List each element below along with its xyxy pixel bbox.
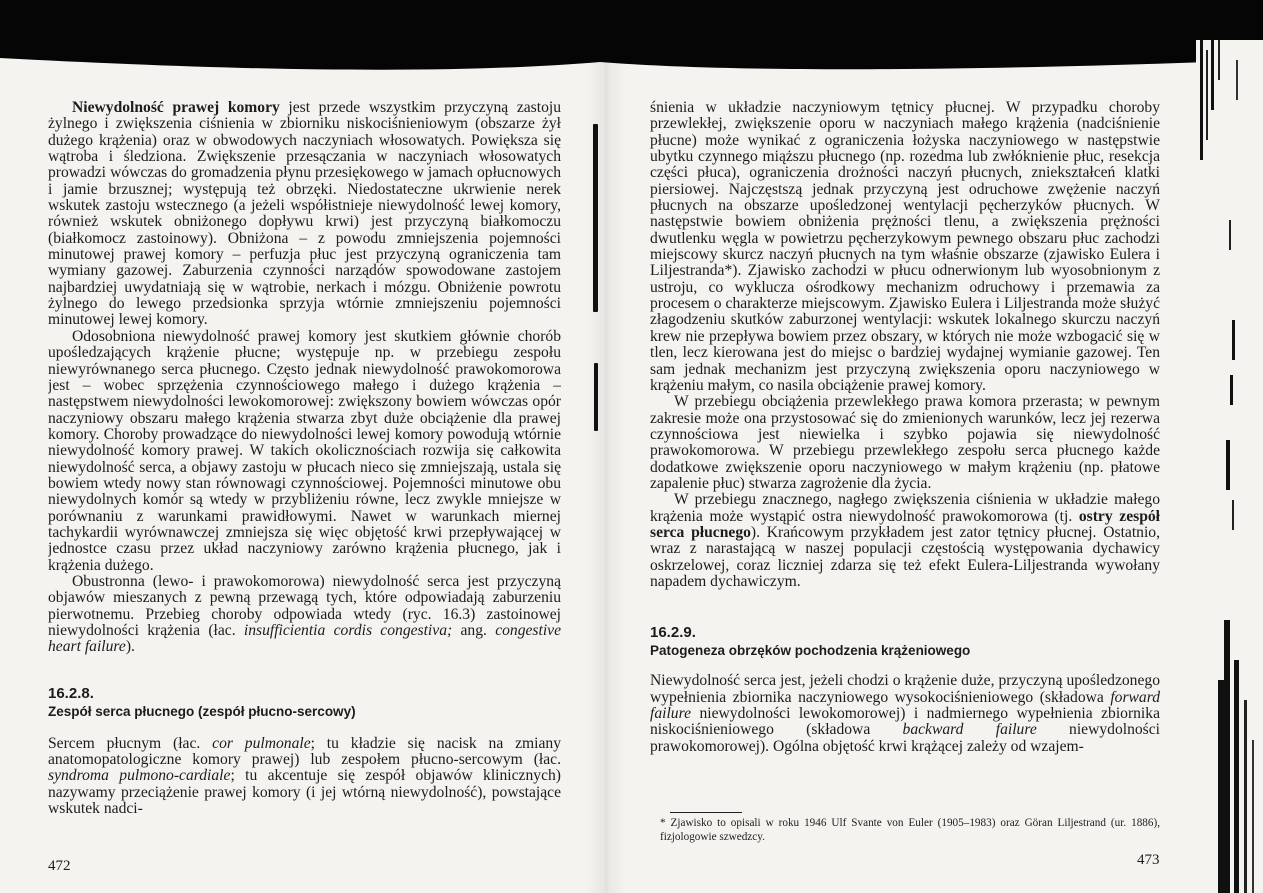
paragraph xyxy=(650,673,1160,755)
paragraph: Odosobniona niewydolność prawej komory jest skutkiem głównie chorób upośledzających krążenie płucne; występuje np. w przebiegu zespołu niewyrównanego serca płucnego. Często jednak niewydolność prawokomorowa jest – wobec sprzężenia czynnościowego małego i dużego krążenia – następstwem niewydolności lewokomorowej: zwiększony bowiem wówczas opór naczyniowy obszaru małego krążenia stwarza zbyt duże obciążenie dla prawej komory. Choroby prowadzące do niewydolności lewej komory powodują wtórnie niewydolność komory prawej. W takich okolicznościach rozwija się całkowita niewydolność serca, a objawy zastoju w płucach nieco się zmniejszają, ustala się bowiem wtedy nowy stan równowagi czynnościowej. Pojemności minutowe obu niewydolnych komór są wtedy w przybliżeniu równe, lecz zwykle mniejsze w porównaniu z warunkami prawidłowymi. Nawet w warunkach miernej tachykardii wyrównawczej zmniejsza się więc objętość krwi przepływającej w jednostce czasu przez układ naczyniowy zarówno krążenia płucnego, jak i krążenia dużego. xyxy=(48,327,561,574)
page-number: 473 xyxy=(1137,852,1160,868)
paragraph-text: ; tu akcentuje się zespół objawów klinicznych) nazywamy przeciążenie prawej komory (i jej wtórną niewydolność), powstające wskutek nadci- xyxy=(48,767,561,818)
left-page xyxy=(48,100,561,817)
footnote: * Zjawisko to opisali w roku 1946 Ulf Svante von Euler (1905–1983) oraz Göran Liljestrand (ur. 1886), fizjologowie szwedzcy. xyxy=(660,817,1160,843)
section-number: 16.2.9. xyxy=(650,624,696,642)
scanned-book-edge xyxy=(1196,40,1263,893)
footnote-rule xyxy=(670,812,742,813)
paragraph: W przebiegu obciążenia przewlekłego prawa komora przerasta; w pewnym zakresie może ona przystosować się do zmienionych warunków, lecz jej rezerwa czynnościowa jest niewielka i szybko pojawia się niewydolność prawokomorowa. W przebiegu przewlekłego zespołu serca płucnego każde dodatkowe zwiększenie oporu naczyniowego w małym krążeniu (np. płatowe zapalenie płuc) stwarza zagrożenie dla życia. xyxy=(650,393,1160,492)
paragraph-text: W przebiegu znacznego, nagłego zwiększenia ciśnienia w układzie małego krążenia może wystąpić ostra niewydolność prawokomorowa (tj. xyxy=(650,491,1160,525)
margin-change-bar xyxy=(594,363,598,431)
paragraph-text: ). Krańcowym przykładem jest zator tętnicy płucnej. Ostatnio, wraz z narastającą w naszej populacji częstością występowania dychawicy oskrzelowej, coraz liczniej zdarza się też efekt Eulera-Liljestranda wywołany napadem dychawiczym. xyxy=(650,523,1160,590)
section-number: 16.2.8. xyxy=(48,684,94,702)
latin-term: cor pulmonale xyxy=(212,734,311,752)
paragraph xyxy=(650,492,1160,590)
bold-term: Niewydolność prawej komory xyxy=(72,100,280,116)
paragraph xyxy=(48,100,561,329)
paragraph xyxy=(48,574,561,656)
page-number: 472 xyxy=(48,858,71,874)
latin-term: syndroma pulmono-cardiale xyxy=(48,767,231,785)
margin-change-bar xyxy=(593,124,598,312)
paragraph-text: ang. xyxy=(452,622,496,639)
paragraph: śnienia w układzie naczyniowym tętnicy płucnej. W przypadku choroby przewlekłej, zwiększenie oporu w naczyniach małego krążenia (nadciśnienie płucne) może wynikać z ograniczenia łożyska naczyniowego w następstwie ubytku czynnego miąższu płucnego (np. rozedma lub zwłóknienie płuc, resekcja części płuca), ograniczenia drożności naczyń płucnych, zniekształceń klatki piersiowej. Najczęstszą jednak przyczyną jest odruchowe zwężenie naczyń płucnych na obszarze upośledzonej wentylacji pęcherzyków płucnych. W następstwie bowiem obniżenia prężności tlenu, a zwiększenia prężności dwutlenku węgla w powietrzu pęcherzykowym pewnego obszaru płuc zachodzi miejscowy skurcz naczyń płucnych na tym właśnie obszarze (zjawisko Eulera i Liljestranda*). Zjawisko zachodzi w płucu odnerwionym lub wyosobnionym z ustroju, co wyklucza ośrodkowy mechanizm odruchowy i przemawia za procesem o charakterze miejscowym. Zjawisko Eulera i Liljestranda może służyć złagodzeniu skutków zaburzonej wentylacji: wskutek lokalnego skurczu naczyń krew nie przepływa bowiem przez obszary, w których nie może wzbogacić się w tlen, lecz kierowana jest do miejsc o bardziej wydajnej wymianie gazowej. Ten sam jednak mechanizm jest przyczyną zwiększenia oporu naczyniowego w krążeniu małym, co nasila obciążenie prawej komory. xyxy=(650,100,1160,394)
latin-term: insufficientia cordis congestiva; xyxy=(243,622,453,639)
english-term: backward failure xyxy=(902,721,1037,739)
paragraph-text: Obustronna (lewo- i prawokomorowa) niewydolność serca jest przyczyną objawów mieszanych z pewną przewagą tych, które odpowiadają zaburzeniu pierwotnemu. Przebieg choroby odpowiada wtedy (ryc. 16.3) zastoinowej niewydolności krążenia (łac. xyxy=(48,572,561,639)
book-gutter-shadow xyxy=(586,58,626,893)
section-title: Patogeneza obrzęków pochodzenia krążeniowego xyxy=(650,643,971,659)
paragraph-text: Niewydolność serca jest, jeżeli chodzi o krążenie duże, przyczyną upośledzonego wypełnienia zbiornika naczyniowego wysokociśnieniowego (składowa xyxy=(650,672,1160,706)
paragraph-text: ). xyxy=(125,638,135,656)
paragraph-text: jest przede wszystkim przyczyną zastoju żylnego i zwiększenia ciśnienia w zbiorniku niskociśnieniowym (obszarze żył dużego krążenia) oraz w obwodowych naczyniach włosowatych. Powiększa się wątroba i śledziona. Zwiększenie przesączania w naczyniach włosowatych prowadzi wówczas do gromadzenia płynu przesiękowego w jamach opłucnowych i jamie brzusznej; występują też obrzęki. Niedostateczne ukrwienie nerek wskutek zastoju wstecznego (a jeżeli współistnieje niewydolność lewej komory, również wskutek obniżonego dopływu krwi) jest przyczyną białkomoczu (białkomocz zastoinowy). Obniżona – z powodu zmniejszenia pojemności minutowej prawej komory – perfuzja płuc jest przyczyną ograniczenia tam wymiany gazowej. Zaburzenia czynności narządów spowodowane zastojem najbardziej uwydatniają się w wątrobie, nerkach i mózgu. Obniżenie powrotu żylnego do lewego przedsionka sprzyja wtórnie zmniejszeniu pojemności minutowej lewej komory. xyxy=(48,100,561,329)
paragraph-text: Sercem płucnym (łac. xyxy=(48,734,213,752)
english-term: congestive heart failure xyxy=(48,622,561,656)
section-title: Zespół serca płucnego (zespół płucno-sercowy) xyxy=(48,703,356,719)
paragraph-text: ; tu kładzie się nacisk na zmiany anatomopatologiczne komory prawej) lub zespołem płucno-sercowym (łac. xyxy=(48,734,561,769)
bold-term: ostry zespół serca płucnego xyxy=(650,507,1160,541)
scan-page-curve xyxy=(0,40,1263,80)
english-term: forward failure xyxy=(650,688,1160,722)
paragraph xyxy=(48,736,561,818)
paragraph-text: niewydolności prawokomorowej). Ogólna objętość krwi krążącej zależy od wzajem- xyxy=(650,721,1160,755)
paragraph-text: niewydolności lewokomorowej) i nadmiernego wypełnienia zbiornika niskociśnieniowego (składowa xyxy=(650,705,1160,739)
right-page xyxy=(650,100,1160,755)
